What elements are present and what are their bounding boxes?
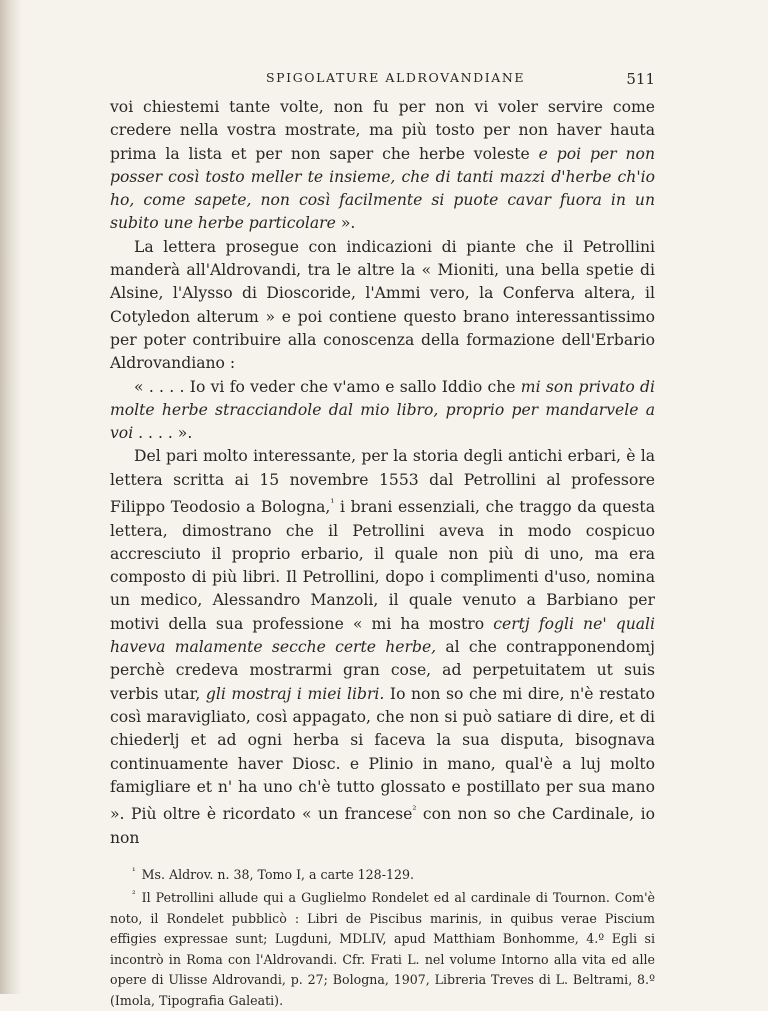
body-paragraph: [110, 96, 655, 236]
italic-quote: gli mostraj i miei libri.: [205, 684, 385, 703]
text-run: ».: [335, 214, 356, 233]
page-number: 511: [626, 70, 655, 88]
footnote-number: ¹: [132, 866, 136, 877]
text-run: al che contrapponendomj perchè credeva mostrarmi gran cose, ad perpetuitatem ut suis verbis utar,: [110, 638, 655, 703]
italic-quote: e poi per non posser così tosto meller te insieme, che di tanti mazzi d'herbe ch'io ho, come sapete, non così facilmente si puote cavar fuora in un subito une herbe particolare: [110, 144, 655, 233]
footnote-number: ²: [132, 890, 136, 901]
italic-quote: mi son privato di molte herbe stracciandole dal mio libro, proprio per mandarvele a voi: [110, 377, 655, 443]
footnote-text: Ms. Aldrov. n. 38, Tomo I, a carte 128-129.: [141, 867, 414, 883]
text-run: Del pari molto interessante, per la storia degli antichi erbari, è la lettera scritta ai 15 novembre 1553 dal Petrollini al professore Filippo Teodosio a Bologna,: [110, 447, 655, 517]
body-paragraph: [110, 236, 655, 376]
footnotes: [110, 862, 655, 1011]
book-page: [110, 70, 655, 1011]
text-run: « . . . . Io vi fo veder che v'amo e sallo Iddio che: [134, 377, 521, 396]
text-run: La lettera prosegue con indicazioni di piante che il Petrollini manderà all'Aldrovandi, tra le altre la « Mioniti, una bella spetie di Alsine, l'Alysso di Dioscoride, l'Ammi vero, la Conferva altera, il Cotyledon alterum » e poi contiene questo brano interessantissimo per poter contribuire alla conoscenza della formazione dell'Erbario Aldrovandiano :: [110, 237, 655, 373]
text-run: Io non so che mi dire, n'è restato così maravigliato, così appagato, che non si può satiare di dire, et di chiederlj et ad ogni herba si faceva la sua disputa, bisognava continuamente haver Diosc. e Plinio in mano, qual'è a luj molto famigliare et n' ha uno ch'è tutto glossato e postillato per sua mano ». Più oltre è ricordato « un francese: [110, 684, 655, 824]
text-run: i brani essenziali, che traggo da questa lettera, dimostrano che il Petrollini aveva in modo cospicuo accresciuto il proprio erbario, il quale non più di uno, ma era composto di più libri. Il Petrollini, dopo i complimenti d'uso, nomina un medico, Alessandro Manzoli, il quale venuto a Barbiano per motivi della sua professione « mi ha mostro: [110, 498, 655, 633]
footnote: [110, 885, 655, 1011]
running-title: SPIGOLATURE ALDROVANDIANE: [266, 70, 526, 85]
footnote: [110, 862, 655, 886]
text-run: con non so che Cardinale, io non: [110, 805, 655, 847]
page-header: [110, 70, 655, 92]
italic-quote: certj fogli ne' quali haveva malamente secche certe herbe,: [110, 614, 656, 657]
body-paragraph: [110, 445, 655, 849]
footnote-text: Il Petrollini allude qui a Guglielmo Rondelet ed al cardinale di Tournon. Com'è noto, il Rondelet pubblicò : Libri de Piscibus marinis, in quibus verae Piscium effigies expressae sunt; Lugduni, MDLIV, apud Matthiam Bonhomme, 4.º Egli si incontrò in Roma con l'Aldrovandi. Cfr. Frati L. nel volume Intorno alla vita ed alle opere di Ulisse Aldrovandi, p. 27; Bologna, 1907, Libreria Treves di L. Beltrami, 8.º (Imola, Tipografia Galeati).: [110, 890, 655, 1008]
page-binding-edge: [0, 0, 22, 994]
footnote-mark: ¹: [330, 498, 335, 510]
text-run: . . . . ».: [133, 424, 193, 443]
body-paragraph: [110, 376, 655, 446]
text-run: voi chiestemi tante volte, non fu per non vi voler servire come credere nella vostra mostrate, ma più tosto per non haver hauta prima la lista et per non saper che herbe voleste: [110, 98, 655, 163]
footnote-mark: ²: [412, 805, 417, 817]
main-text: [110, 96, 655, 850]
